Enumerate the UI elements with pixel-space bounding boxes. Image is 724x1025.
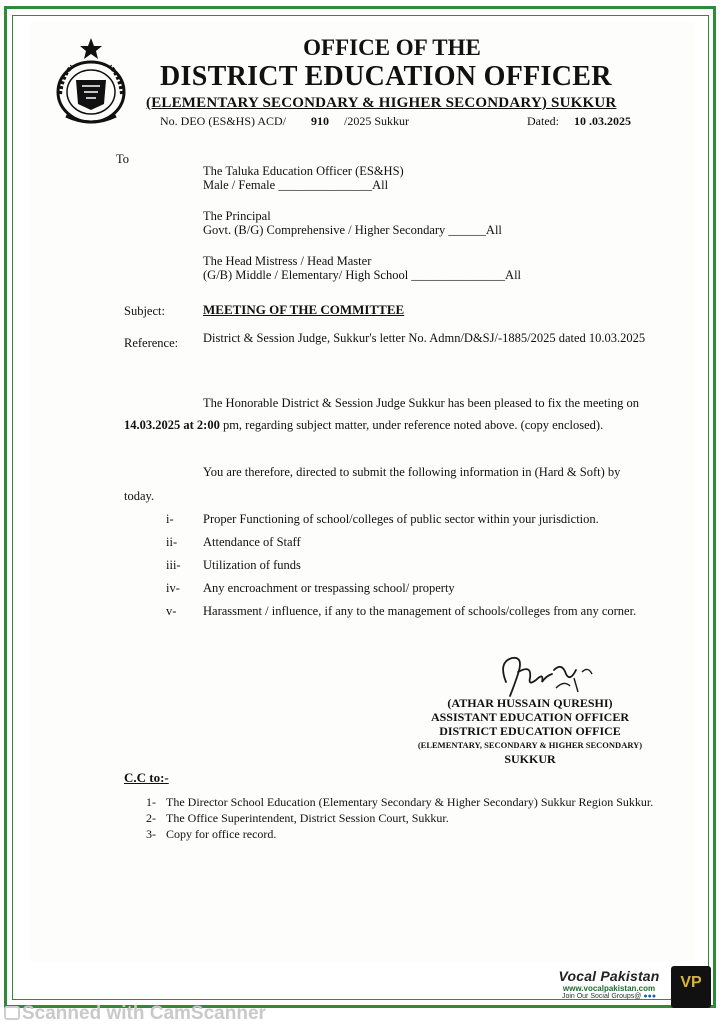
brand-url[interactable]: www.vocalpakistan.com — [562, 984, 656, 993]
item-number: i- — [166, 512, 174, 526]
signatory-title-1: ASSISTANT EDUCATION OFFICER — [430, 710, 630, 724]
to-label: To — [116, 152, 130, 166]
date-line — [527, 114, 631, 129]
brand-logo-icon — [671, 966, 711, 1008]
cc-item — [146, 811, 676, 825]
item-text: Proper Functioning of school/colleges of public sector within your jurisdiction. — [203, 512, 599, 526]
item-number: iv- — [166, 581, 180, 595]
cc-item-text: Copy for office record. — [166, 827, 277, 841]
cc-item-text: The Office Superintendent, District Session Court, Sukkur. — [166, 811, 449, 825]
cc-item — [146, 795, 676, 809]
reference-text: District & Session Judge, Sukkur's letter No. Admn/D&SJ/-1885/2025 dated 10.03.2025 — [203, 331, 646, 345]
signatory-name: (ATHAR HUSSAIN QURESHI) — [447, 696, 613, 710]
scanner-watermark: Scanned with CamScanner — [22, 1003, 266, 1024]
camscanner-icon — [4, 1006, 20, 1020]
cc-list — [146, 795, 676, 843]
addressee-2-line-2: Govt. (B/G) Comprehensive / Higher Secondary ______All — [203, 223, 502, 237]
item-text: Harassment / influence, if any to the management of schools/colleges from any corner. — [203, 604, 637, 618]
header-line-2: DISTRICT EDUCATION OFFICER — [160, 61, 612, 92]
cc-item-text: The Director School Education (Elementary Secondary & Higher Secondary) Sukkur Region Sukkur. — [166, 795, 654, 809]
brand-name: Vocal Pakistan — [558, 968, 660, 984]
header-line-3: (ELEMENTARY SECONDARY & HIGHER SECONDARY) SUKKUR — [146, 95, 617, 111]
paragraph-2-line-2: today. — [124, 489, 155, 503]
paragraph-1-line-1: The Honorable District & Session Judge Sukkur has been pleased to fix the meeting on — [203, 396, 640, 410]
social-icons[interactable]: ●●● — [643, 993, 657, 1000]
date-value: 10 .03.2025 — [574, 114, 631, 128]
cc-item — [146, 827, 676, 841]
cc-label: C.C to:- — [124, 770, 169, 785]
paragraph-1-end: pm, regarding subject matter, under reference noted above. (copy enclosed). — [219, 418, 604, 432]
subject-label: Subject: — [124, 304, 165, 318]
cc-item-number: 2- — [146, 811, 156, 825]
addressee-3-line-1: The Head Mistress / Head Master — [203, 254, 372, 268]
cc-item-number: 1- — [146, 795, 156, 809]
signatory-title-3: (ELEMENTARY, SECONDARY & HIGHER SECONDARY) — [417, 740, 643, 750]
cc-item-number: 3- — [146, 827, 156, 841]
item-number: v- — [166, 604, 177, 618]
ref-prefix: No. DEO (ES&HS) ACD/ — [160, 114, 287, 128]
brand-logo-text: VP — [680, 974, 702, 991]
signatory-title-2: DISTRICT EDUCATION OFFICE — [439, 724, 621, 738]
addressee-1-line-1: The Taluka Education Officer (ES&HS) — [203, 164, 404, 178]
item-text: Utilization of funds — [203, 558, 301, 572]
paragraph-2-line-1: You are therefore, directed to submit the following information in (Hard & Soft) by — [203, 465, 621, 479]
signature-block — [380, 696, 680, 766]
paragraph-1-line-2 — [124, 418, 603, 433]
addressee-3-line-2: (G/B) Middle / Elementary/ High School _______________All — [203, 268, 522, 282]
brand-badge — [551, 968, 667, 1012]
item-text: Attendance of Staff — [203, 535, 301, 549]
ref-number: 910 — [311, 114, 330, 128]
item-number: ii- — [166, 535, 178, 549]
item-number: iii- — [166, 558, 181, 572]
ref-suffix: /2025 Sukkur — [344, 114, 410, 128]
header-line-1: OFFICE OF THE — [303, 35, 481, 60]
item-text: Any encroachment or trespassing school/ property — [203, 581, 455, 595]
reference-number-line — [160, 114, 409, 129]
brand-join-text: Join Our Social Groups@ ●●● — [561, 993, 657, 1000]
reference-label: Reference: — [124, 336, 179, 350]
signatory-city: SUKKUR — [504, 752, 556, 766]
handwritten-signature — [492, 652, 602, 702]
date-label: Dated: — [527, 114, 559, 128]
meeting-date-time: 14.03.2025 at 2:00 — [124, 418, 220, 432]
addressee-2-line-1: The Principal — [203, 209, 271, 223]
addressee-1-line-2: Male / Female _______________All — [203, 178, 389, 192]
subject-text: MEETING OF THE COMMITTEE — [203, 302, 405, 317]
